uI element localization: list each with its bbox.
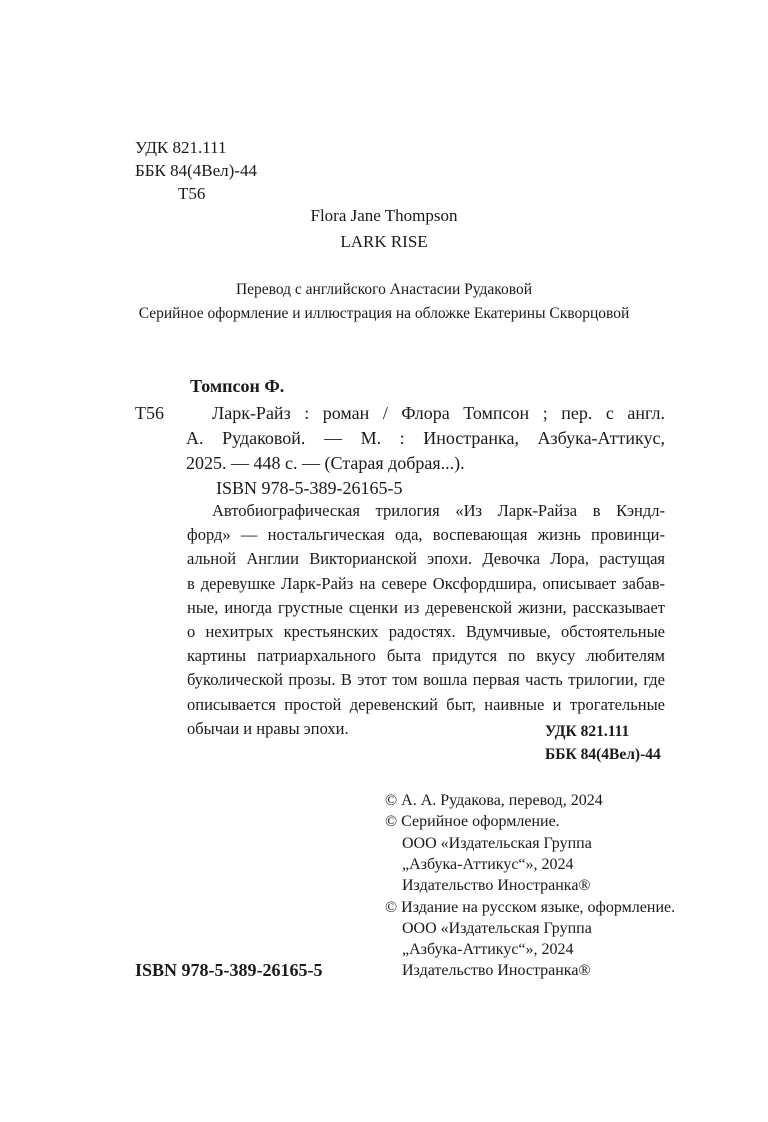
abstract-line: форд» — ностальгическая ода, воспевающая жизнь провинци-: [187, 525, 665, 545]
abstract-line: Автобиографическая трилогия «Из Ларк-Райза в Кэндл-: [212, 501, 665, 520]
abstract-line: ные, иногда грустные сценки из деревенской жизни, рассказывает: [187, 597, 665, 617]
translator-credit: Перевод с английского Анастасии Рудаковой: [235, 281, 533, 298]
copyright-line: ООО «Издательская Группа: [402, 919, 592, 937]
abstract-line: альной Англии Викторианской эпохи. Девочка Лора, растущая: [187, 549, 665, 569]
udk-code: УДК 821.111: [135, 138, 227, 157]
abstract-line: в деревушке Ларк-Райз на севере Оксфордшира, описывает забав-: [187, 573, 665, 593]
original-author: Flora Jane Thompson: [310, 206, 458, 225]
abstract-line: буколической прозы. В этот том вошла первая часть трилогии, где: [187, 670, 665, 690]
catalog-mark: Т56: [135, 403, 164, 423]
catalog-isbn: ISBN 978-5-389-26165-5: [216, 478, 403, 498]
catalog-line: А. Рудаковой. — М. : Иностранка, Азбука-Аттикус,: [186, 428, 665, 448]
copyright-line: ООО «Издательская Группа: [402, 834, 592, 852]
catalog-heading: Томпсон Ф.: [190, 376, 285, 396]
author-mark: Т56: [178, 184, 206, 203]
copyright-line: © Издание на русском языке, оформление.: [385, 898, 676, 916]
abstract-line: описывается простой деревенский быт, наивные и трогательные: [187, 694, 665, 714]
design-credit: Серийное оформление и иллюстрация на обложке Екатерины Скворцовой: [138, 305, 630, 322]
original-title: LARK RISE: [340, 232, 428, 251]
copyright-line: Издательство Иностранка®: [402, 962, 591, 980]
abstract-line: обычаи и нравы эпохи.: [187, 718, 349, 738]
bottom-isbn: ISBN 978-5-389-26165-5: [135, 960, 323, 980]
abstract-line: о нехитрых крестьянских радостях. Вдумчивые, обстоятельные: [187, 622, 665, 641]
catalog-line: Ларк-Райз : роман / Флора Томпсон ; пер. с англ.: [212, 403, 665, 423]
bbk-code: ББК 84(4Вел)-44: [135, 161, 257, 180]
copyright-line: „Азбука-Аттикус“», 2024: [402, 941, 574, 959]
catalog-bbk: ББК 84(4Вел)-44: [545, 746, 661, 763]
copyright-line: © А. А. Рудакова, перевод, 2024: [385, 792, 603, 809]
abstract-line: картины патриархального быта придутся по вкусу любителям: [187, 646, 665, 666]
copyright-line: „Азбука-Аттикус“», 2024: [402, 855, 574, 873]
copyright-line: Издательство Иностранка®: [402, 877, 591, 895]
catalog-udk: УДК 821.111: [545, 723, 630, 740]
catalog-line: 2025. — 448 с. — (Старая добрая...).: [186, 453, 465, 473]
copyright-line: © Серийное оформление.: [385, 813, 560, 831]
